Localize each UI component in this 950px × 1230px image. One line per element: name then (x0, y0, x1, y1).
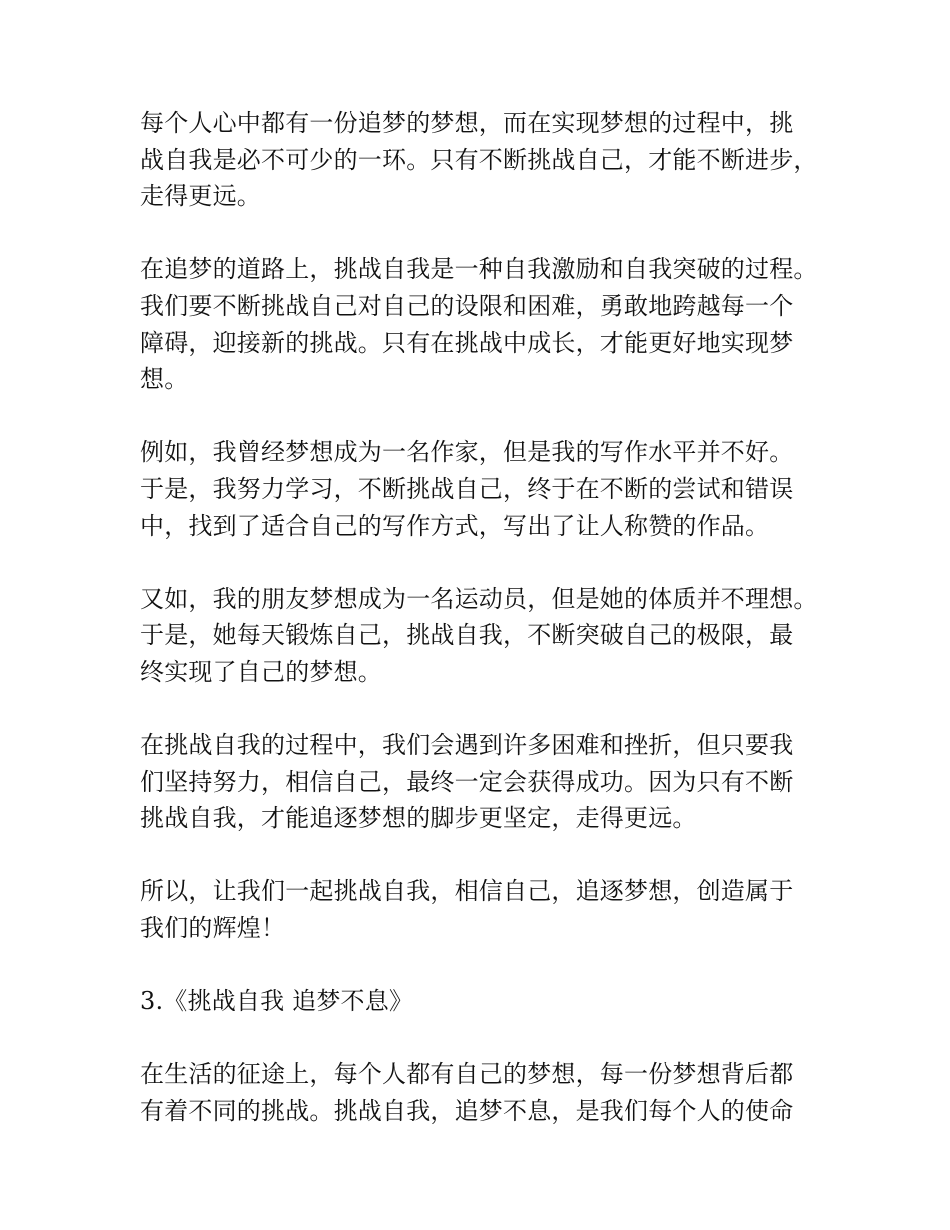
section-heading (140, 983, 840, 1020)
text-line: 每个人心中都有一份追梦的梦想，而在实现梦想的过程中，挑 (140, 109, 794, 137)
text-line: 在生活的征途上，每个人都有自己的梦想，每一份梦想背后都 (140, 1060, 794, 1089)
text-line: 于是，她每天锻炼自己，挑战自我，不断突破自己的极限，最 (140, 621, 794, 650)
paragraph-6 (140, 873, 840, 946)
paragraph-2 (140, 251, 840, 397)
text-line: 障碍，迎接新的挑战。只有在挑战中成长，才能更好地实现梦 (140, 328, 794, 357)
paragraph-5 (140, 727, 840, 837)
document-body (140, 105, 840, 1166)
text-line: 例如，我曾经梦想成为一名作家，但是我的写作水平并不好。 (140, 438, 794, 467)
text-line: 有着不同的挑战。挑战自我，追梦不息，是我们每个人的使命 (140, 1097, 794, 1126)
text-line: 中，找到了适合自己的写作方式，写出了让人称赞的作品。 (140, 511, 770, 540)
text-line: 想。 (140, 365, 189, 394)
paragraph-7 (140, 1056, 840, 1129)
text-line: 在追梦的道路上，挑战自我是一种自我激励和自我突破的过程。 (140, 255, 818, 284)
text-line: 所以，让我们一起挑战自我，相信自己，追逐梦想，创造属于 (140, 877, 794, 906)
text-line: 在挑战自我的过程中，我们会遇到许多困难和挫折，但只要我 (140, 731, 794, 760)
heading-line: 3.《挑战自我 追梦不息》 (140, 987, 414, 1016)
text-line: 们坚持努力，相信自己，最终一定会获得成功。因为只有不断 (140, 767, 794, 796)
paragraph-1 (140, 105, 840, 215)
text-line: 又如，我的朋友梦想成为一名运动员，但是她的体质并不理想。 (140, 584, 818, 613)
text-line: 我们要不断挑战自己对自己的设限和困难，勇敢地跨越每一个 (140, 291, 794, 320)
text-line: 走得更远。 (140, 182, 261, 211)
text-line: 我们的辉煌！ (140, 914, 286, 943)
paragraph-3 (140, 434, 840, 544)
paragraph-4 (140, 581, 840, 691)
text-line: 于是，我努力学习，不断挑战自己，终于在不断的尝试和错误 (140, 474, 794, 503)
text-line: 终实现了自己的梦想。 (140, 657, 382, 686)
text-line: 挑战自我，才能追逐梦想的脚步更坚定，走得更远。 (140, 804, 697, 833)
text-line: 战自我是必不可少的一环。只有不断挑战自己，才能不断进步， (140, 145, 818, 174)
